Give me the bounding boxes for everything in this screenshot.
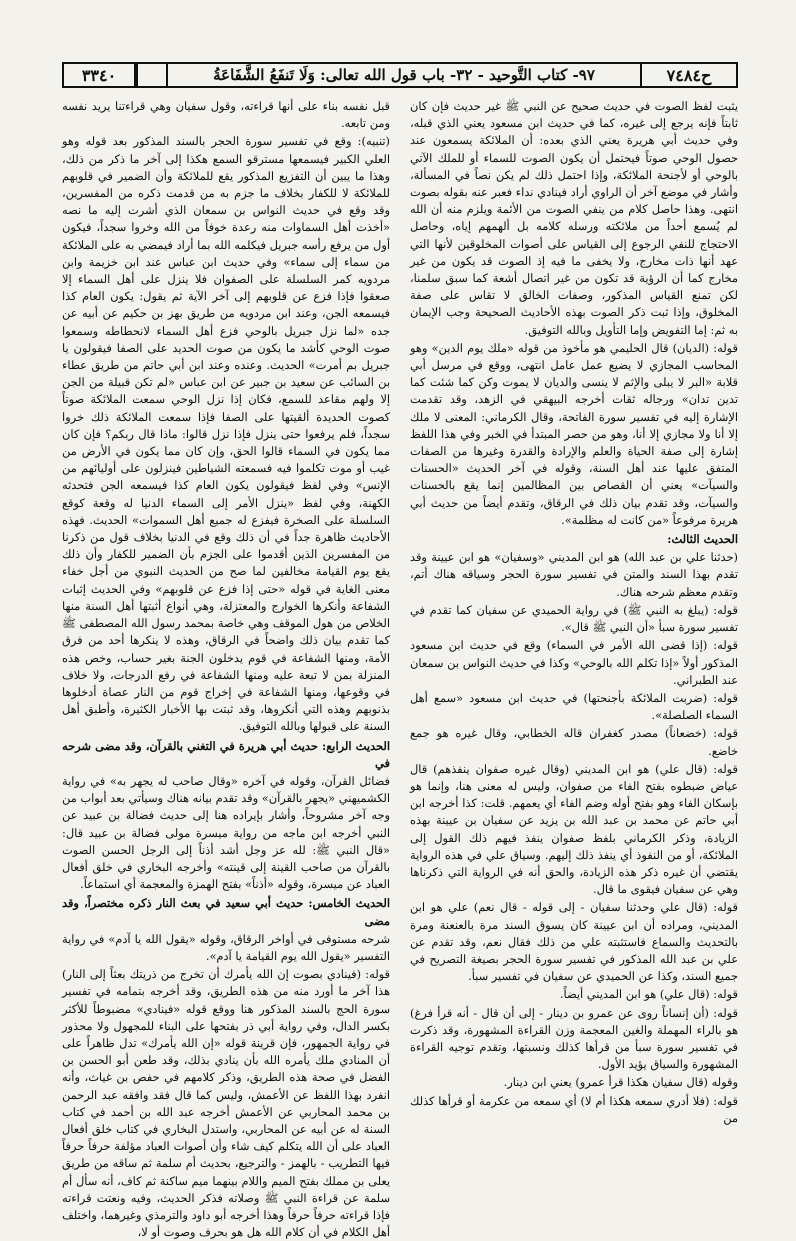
chapter-title: ٩٧- كتاب التَّوحيد - ٣٢- باب قول الله تعالى: وَلَا تَنفَعُ الشَّفَاعَةُ (166, 64, 640, 86)
right-column (410, 98, 738, 1125)
section-heading: الحديث الرابع: حديث أبي هريرة في التغني بالقرآن، وقد مضى شرحه في (62, 738, 390, 770)
text-columns (62, 98, 738, 1240)
left-column (62, 98, 390, 1240)
paragraph: قوله: (ضربت الملائكة بأجنحتها) في حديث ابن مسعود «سمع أهل السماء الصلصلة». (410, 690, 738, 723)
paragraph: قوله: (قال علي) هو ابن المديني أيضاً. (559, 987, 738, 1002)
paragraph: قوله: (خضعاناً) مصدر كغفران قاله الخطابي، وقال غيره هو جمع خاضع. (410, 726, 738, 758)
paragraph: فضائل القرآن، وقوله في آخره «وقال صاحب له يجهر به» في رواية الكشميهني «يجهر بالقرآن» وقد تقدم بيانه هناك وسيأتي بعد أبواب من وجه آخر مشروحاً، وأشار بإيراده هنا إلى حديث فضالة بن عبيد عن النبي أخرجه ابن ماجه من رواية ميسرة مولى فضالة بن عبيد قال: «قال النبي ﷺ: لله عز وجل أشد أذناً إلى الرجل الحسن الصوت بالقرآن من صاحب القينة إلى قينته» وأخرجه البخاري في خلق أفعال العباد عن ميسرة، وقوله «أذناً» بفتح الهمزة والمعجمة أي استماعاً. (62, 773, 390, 892)
paragraph: قوله: (أن إنساناً روى عن عمرو بن دينار - إلى أن قال - أنه قرأ فرغ) هو بالراء المهملة والغين المعجمة وزن القراءة المشهورة، وقد ذكرت في تفسير سورة سبأ من قرأها كذلك ونسبتها، وتقدم توجيه القراءة المشهورة والسياق يؤيد الأول. (410, 1005, 738, 1072)
paragraph: يثبت لفظ الصوت في حديث صحيح عن النبي ﷺ غير حديث فإن كان ثابتاً فإنه يرجع إلى غيره، كما في حديث ابن مسعود يعني الذي قبله، وفي حديث أبي هريرة يعني الذي بعده: أن الملائكة يسمعون عند حصول الوحي صوتاً فيحتمل أن يكون الصوت للسماء أو للملك الآتي بالوحي أو لأجنحة الملائكة، وإذا احتمل ذلك لم يكن نصاً في المسألة، وأشار في موضع آخر أن الراوي أراد فينادي نداء فعبر عنه بقوله بصوت انتهى. وهذا حاصل كلام من ينفي الصوت من الأئمة ويلزم منه أن الله لم يُسمع أحداً من ملائكته ورسله كلامه بل ألهمهم إياه، وحاصل الاحتجاج للنفي الرجوع إلى القياس على أصوات المخلوقين لأنها التي عهد أنها ذات مخارج، ولا يخفى ما فيه إذ الصوت قد يكون من غير مخارج كما أن الرؤية قد تكون من غير اتصال أشعة كما سبق سلمنا، لكن تمنع القياس المذكور، وصفات الخالق لا تقاس على صفة المخلوق، وإذا ثبت ذكر الصوت بهذه الأحاديث الصحيحة وجب الإيمان به ثم: إما التفويض وإما التأويل وبالله التوفيق. (410, 99, 738, 337)
hadith-number: ح٧٤٨٤ (640, 64, 736, 86)
paragraph: شرحه مستوفى في أواخر الرقاق، وقوله «يقول الله يا آدم» في رواية التفسير «يقول الله يوم القيامة يا آدم». (62, 931, 390, 963)
header-empty-cell (136, 64, 166, 86)
paragraph: قوله: (إذا قضى الله الأمر في السماء) وقع في حديث ابن مسعود المذكور أولاً «إذا تكلم الله بالوحي» وكذا في حديث النواس بن سمعان عند الطبراني. (410, 638, 738, 687)
section-heading: الحديث الخامس: حديث أبي سعيد في بعث النار ذكره مختصراً، وقد مضى (62, 896, 390, 928)
page-number: ٣٣٤٠ (64, 64, 136, 86)
paragraph: (حدثنا علي بن عبد الله) هو ابن المديني «وسفيان» هو ابن عيينة وقد تقدم بهذا السند والمتن في تفسير سورة الحجر وسياقه هناك أتم، وتقدم معظم شرحه هناك. (410, 550, 738, 599)
paragraph: قوله: (قال علي) هو ابن المديني (وقال غيره صفوان ينفذهم) قال عياض ضبطوه بفتح الفاء من صفوان، وليس له معنى هنا، وإنما هو بإسكان الفاء وهو بفتح أوله وضم الفاء أي يعمهم. قلت: كذا أخرجه ابن أبي حاتم عن محمد بن عبد الله بن يزيد عن سفيان بن عيينة بهذه الزيادة، وذكر الكرماني بلفظ صفوان ينفذ فيهم ذلك القول إلى الملائكة، أو من النفوذ أي ينفذ ذلك إليهم. وسياق علي في هذه الرواية يقتضي أن غيره ذكر هذه الزيادة، والحق أنه في الرواية التي ذكرناها وهي عن سفيان فيقوى ما قال. (410, 761, 738, 897)
paragraph: قوله: (قال علي وحدثنا سفيان - إلى قوله - قال نعم) علي هو ابن المديني، ومراده أن ابن عيينة كان يسوق السند مرة بالعنعنة ومرة بالتحديث والسماع فاستثبته علي من ذلك فقال نعم، وقد تقدم عن علي بن عبد الله المذكور في تفسير سورة الحجر بصيغة التصريح في جميع السند، وكذا عن الحميدي عن سفيان في تفسير سبأ. (410, 900, 738, 984)
paragraph: قوله: (الديان) قال الحليمي هو مأخوذ من قوله «ملك يوم الدين» وهو المحاسب المجازي لا يضيع عمل عامل انتهى، ووقع في مرسل أبي قلابة «البر لا يبلى والإثم لا ينسى والديان لا يموت وكن كما شئت كما تدين تدان» ورجاله ثقات أخرجه البيهقي في الزهد، وقد تقدمت الإشارة إليه في تفسير سورة الفاتحة، وقال الكرماني: المعنى لا ملك إلا أنا ولا مجازي إلا أنا، وهو من حصر المبتدأ في الخبر وفي هذا اللفظ إشارة إلى صفة الحياة والعلم والإرادة والقدرة وغيرها من الصفات المتفق عليها عند أهل السنة، وقوله في آخر الحديث «الحسنات والسيآت» يعني أن القصاص بين المظالمين إنما يقع بالحسنات والسيآت، وقد تقدم بيان ذلك في الرقاق، وتقدم أيضاً من حديث أبي هريرة مرفوعاً «من كانت له مظلمة». (410, 340, 738, 527)
paragraph: قبل نفسه بناء على أنها قراءته، وقول سفيان وهي قراءتنا يريد نفسه ومن تابعه. (62, 99, 390, 131)
paragraph: قوله: (فلا أدري سمعه هكذا أم لا) أي سمعه من عكرمة أو قرأها كذلك من (410, 1093, 738, 1125)
paragraph: (تنبيه): وقع في تفسير سورة الحجر بالسند المذكور بعد قوله وهو العلي الكبير فيسمعها مسترقو السمع هكذا إلى آخر ما ذكر من ذلك، وهذا ما يبين أن التفزيع المذكور يقع للملائكة وأن الضمير في قلوبهم للملائكة لا للكفار بخلاف ما جزم به من قدمت ذكره من المفسرين، وقد وقع في حديث النواس بن سمعان الذي أشرت إليه ما نصه «أخذت أهل السماوات منه رعدة خوفاً من الله وخروا سجداً، فيكون أول من يرفع رأسه جبريل فيكلمه الله بما أراد فيمضي به على الملائكة من سماء إلى سماء» وفي حديث ابن عباس عند ابن خزيمة وابن مردويه كمر السلسلة على الصفوان فلا ينزل على أهل السماء إلا صعقوا فإذا فزع عن قلوبهم إلى آخر الآية ثم يقول: يكون العام كذا فيسمعه الجن، وعند ابن مردويه من طريق بهز بن حكيم عن أبيه عن جده «لما نزل جبريل بالوحي فزع أهل السماء لانحطاطه وسمعوا صوت الوحي كأشد ما يكون من صوت الحديد على الصفا فيقولون يا جبريل بم أمرت» الحديث. وعنده وعند ابن أبي حاتم من طريق عطاء بن السائب عن سعيد بن جبير عن ابن عباس «لم تكن قبيلة من الجن إلا ولهم مقاعد للسمع، فكان إذا نزل الوحي سمعت الملائكة صوتاً كصوت الحديدة ألقيتها على الصفا فإذا سمعت الملائكة ذلك خروا سجداً، فلم يرفعوا حتى ينزل فإذا نزل قالوا: ماذا قال ربكم؟ فإن كان مما يكون في السماء قالوا الحق، وإن كان مما يكون في الأرض من غيب أو موت تكلموا فيه فسمعته الشياطين فينزلون على أوليائهم من الإنس» وفي لفظ فيقولون يكون العام كذا فيسمعه الجن فتحدثه الكهنة، وفي لفظ «ينزل الأمر إلى السماء الدنيا له وقعة كوقع السلسلة على الصخرة فيفزع له جميع أهل السموات» الحديث. فهذه الأحاديث ظاهرة جداً في أن ذلك وقع في الدنيا بخلاف قول من ذكرنا من المفسرين الذين أقدموا على الجزم بأن الضمير للكفار وأن ذلك يقع يوم القيامة مخالفين لما صح من الحديث النبوي من أجل خفاء معنى الغاية في قوله «حتى إذا فزع عن قلوبهم» وفي الحديث إثبات الشفاعة وأنكرها الخوارج والمعتزلة، وهي أنواع أثبتها أهل السنة منها الخلاص من هول الموقف وهي خاصة بمحمد رسول الله المصطفى ﷺ كما تقدم بيان ذلك واضحاً في الرقاق، وهذه لا ينكرها أحد من فرق الأمة، ومنها الشفاعة في قوم يدخلون الجنة بغير حساب، وخص هذه المنزلة بمن لا تبعة عليه ومنها الشفاعة في رفع الدرجات، ولا خلاف في وقوعها، ومنها الشفاعة في إخراج قوم من النار عصاة أدخلوها بذنوبهم وهذه التي أنكروها، وقد ثبتت بها الأخبار الكثيرة، وأطبق أهل السنة على قبولها وبالله التوفيق. (62, 134, 390, 734)
running-header (62, 62, 738, 88)
paragraph: قوله: (يبلغ به النبي ﷺ) في رواية الحميدي عن سفيان كما تقدم في تفسير سورة سبأ «أن النبي ﷺ قال». (410, 602, 738, 635)
paragraph: وقوله (قال سفيان هكذا قرأ عمرو) يعني ابن دينار. (503, 1075, 738, 1090)
section-heading: الحديث الثالث: (667, 532, 738, 547)
paragraph: قوله: (فينادي بصوت إن الله يأمرك أن تخرج من ذريتك بعثاً إلى النار) هذا آخر ما أورد منه من هذه الطريق، وقد أخرجه بتمامه في تفسير سورة الحج بالسند المذكور هنا ووقع قوله «فينادي» مضبوطاً للأكثر بكسر الدال، وفي رواية أبي ذر بفتحها على البناء للمجهول ولا محذور في رواية الجمهور، فإن قرينة قوله «إن الله يأمرك» تدل ظاهراً على أن المنادي ملك يأمره الله بأن ينادي بذلك، وقد طعن أبو الحسن بن الفضل في صحة هذه الطريق، وذكر كلامهم في حفص بن غياث، وأنه انفرد بهذا اللفظ عن الأعمش، وليس كما قال فقد وافقه عبد الرحمن بن محمد المحاربي عن الأعمش أخرجه عبد الله بن أحمد في كتاب السنة له عن أبيه عن المحاربي، واستدل البخاري في كتاب خلق أفعال العباد على أن الله يتكلم كيف شاء وأن أصوات العباد مؤلفة حرفاً حرفاً فيها التطريب - بالهمز - والترجيع، بحديث أم سلمة ثم ساقه من طريق يعلى بن مملك بفتح الميم واللام بينهما ميم ساكنة ثم كاف، أنه سأل أم سلمة عن قراءة النبي ﷺ وصلاته فذكر الحديث، وفيه ونعتت قراءته فإذا قراءته حرفاً حرفاً وهذا أخرجه أبو داود والترمذي وغيرهما، واختلف أهل الكلام في أن كلام الله هل هو بحرف وصوت أو لا، (62, 967, 390, 1240)
